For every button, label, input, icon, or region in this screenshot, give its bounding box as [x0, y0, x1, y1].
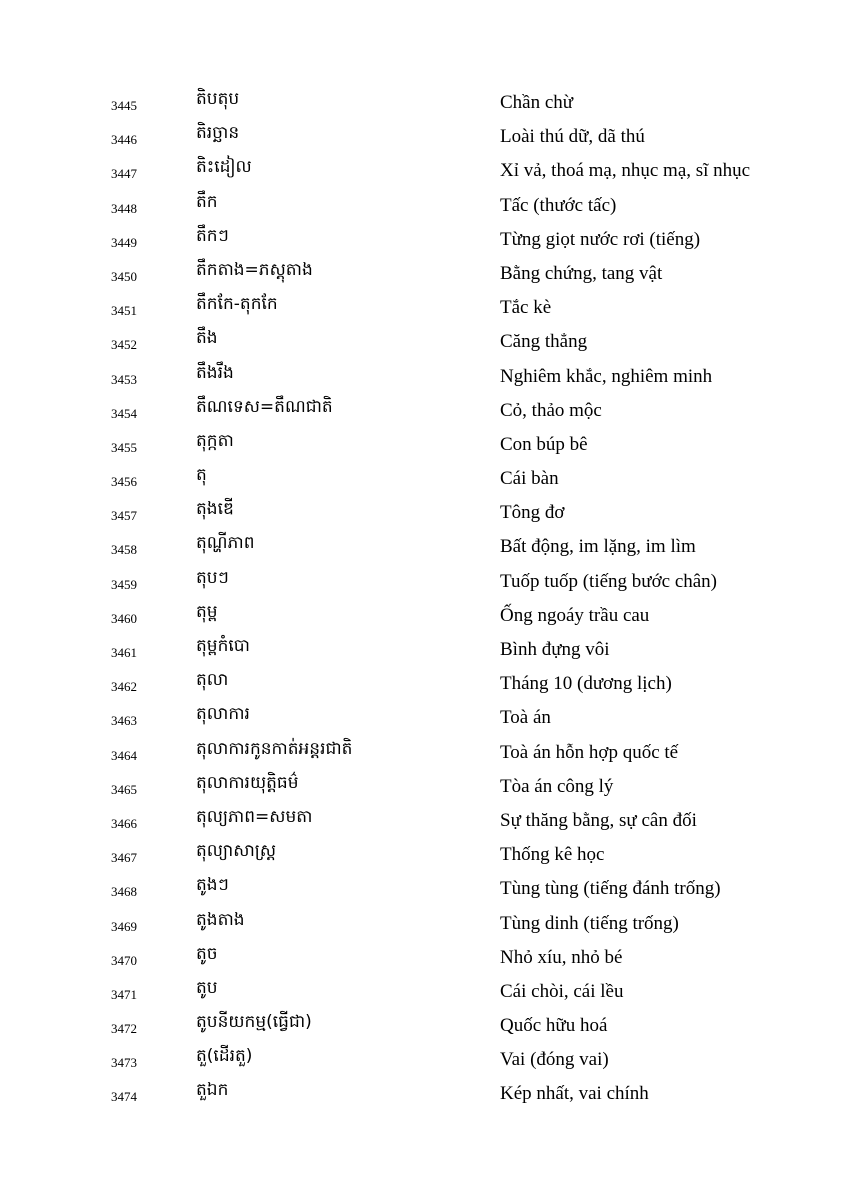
dictionary-entry [0, 771, 848, 805]
dictionary-entry [0, 805, 848, 839]
dictionary-entry [0, 1010, 848, 1044]
entry-number: 3472 [111, 1021, 137, 1037]
khmer-term: តុក្កតា [196, 430, 234, 451]
entry-number: 3470 [111, 952, 137, 968]
dictionary-entry [0, 395, 848, 429]
dictionary-entry [0, 634, 848, 668]
vietnamese-meaning: Cỏ, thảo mộc [500, 399, 602, 421]
khmer-term: តុលាការយុត្តិធម៌ [196, 772, 299, 793]
dictionary-entry [0, 258, 848, 292]
vietnamese-meaning: Tháng 10 (dương lịch) [500, 673, 672, 695]
khmer-term: តឹងរឹង [196, 362, 234, 383]
dictionary-entry [0, 361, 848, 395]
vietnamese-meaning: Toà án [500, 707, 551, 729]
vietnamese-meaning: Tông đơ [500, 502, 565, 524]
dictionary-entry [0, 87, 848, 121]
entry-number: 3474 [111, 1089, 137, 1105]
vietnamese-meaning: Sự thăng bằng, sự cân đối [500, 809, 697, 831]
dictionary-entry [0, 326, 848, 360]
vietnamese-meaning: Bình đựng vôi [500, 639, 610, 660]
khmer-term: តឹកកែ-តុកកែ [196, 294, 278, 315]
vietnamese-meaning: Tắc kè [500, 297, 552, 319]
entry-number: 3448 [111, 200, 137, 216]
dictionary-entry [0, 668, 848, 702]
vietnamese-meaning: Thống kê học [500, 844, 605, 866]
dictionary-entry [0, 1078, 848, 1112]
dictionary-entry [0, 839, 848, 873]
entry-number: 3464 [111, 747, 137, 763]
khmer-term: តុល្យាសាស្ត្រ [196, 841, 277, 862]
entry-number: 3455 [111, 439, 137, 455]
dictionary-entry [0, 908, 848, 942]
dictionary-entry [0, 531, 848, 565]
khmer-term: តឹណទេស=តឹណជាតិ [196, 396, 333, 417]
vietnamese-meaning: Vai (đóng vai) [500, 1049, 609, 1071]
entry-number: 3460 [111, 610, 137, 626]
dictionary-entry [0, 224, 848, 258]
khmer-term: តឹង [196, 328, 218, 349]
khmer-term: តឹកតាង=ភស្តុតាង [196, 259, 313, 280]
vietnamese-meaning: Tùng tùng (tiếng đánh trống) [500, 878, 721, 900]
entry-list [0, 87, 848, 1113]
entry-number: 3471 [111, 986, 137, 1002]
khmer-term: តូប [196, 977, 218, 998]
vietnamese-meaning: Bất động, im lặng, im lìm [500, 536, 696, 558]
dictionary-entry [0, 873, 848, 907]
entry-number: 3453 [111, 371, 137, 387]
entry-number: 3446 [111, 132, 137, 148]
vietnamese-meaning: Tùng dinh (tiếng trống) [500, 912, 679, 934]
entry-number: 3459 [111, 576, 137, 592]
khmer-term: តុ [196, 465, 207, 486]
entry-number: 3463 [111, 713, 137, 729]
khmer-term: តូបនីយកម្ម(ធ្វើជា) [196, 1012, 312, 1033]
dictionary-entry [0, 497, 848, 531]
vietnamese-meaning: Cái bàn [500, 468, 559, 490]
entry-number: 3452 [111, 337, 137, 353]
entry-number: 3462 [111, 679, 137, 695]
dictionary-entry [0, 737, 848, 771]
vietnamese-meaning: Xỉ vả, thoá mạ, nhục mạ, sĩ nhục [500, 160, 751, 182]
khmer-term: តិរច្ឆាន [196, 123, 240, 144]
vietnamese-meaning: Loài thú dữ, dã thú [500, 126, 645, 148]
vietnamese-meaning: Nghiêm khắc, nghiêm minh [500, 365, 713, 387]
khmer-term: តឹកៗ [196, 225, 229, 246]
vietnamese-meaning: Ống ngoáy trầu cau [500, 604, 650, 626]
khmer-term: តួ(ដើរតួ) [196, 1046, 253, 1067]
khmer-term: តុម្ព [196, 601, 218, 622]
entry-number: 3473 [111, 1055, 137, 1071]
dictionary-entry [0, 976, 848, 1010]
khmer-term: តុល្យភាព=សមតា [196, 806, 313, 827]
entry-number: 3447 [111, 166, 137, 182]
entry-number: 3457 [111, 508, 137, 524]
khmer-term: តុបៗ [196, 567, 229, 588]
dictionary-entry [0, 942, 848, 976]
dictionary-entry [0, 702, 848, 736]
entry-number: 3469 [111, 918, 137, 934]
entry-number: 3458 [111, 542, 137, 558]
entry-number: 3467 [111, 850, 137, 866]
dictionary-entry [0, 566, 848, 600]
khmer-term: តុលាការ [196, 704, 250, 725]
vietnamese-meaning: Chần chừ [500, 92, 574, 113]
entry-number: 3465 [111, 781, 137, 797]
khmer-term: តុងឌើ [196, 499, 234, 520]
entry-number: 3456 [111, 474, 137, 490]
entry-number: 3445 [111, 98, 137, 113]
entry-number: 3466 [111, 815, 137, 831]
vietnamese-meaning: Cái chòi, cái lều [500, 980, 624, 1002]
entry-number: 3449 [111, 234, 137, 250]
khmer-term: តួឯក [196, 1080, 229, 1101]
vietnamese-meaning: Căng thẳng [500, 331, 588, 353]
vietnamese-meaning: Bằng chứng, tang vật [500, 262, 663, 284]
khmer-term: តិះដៀល [196, 157, 252, 178]
entry-number: 3454 [111, 405, 137, 421]
vietnamese-meaning: Từng giọt nước rơi (tiếng) [500, 228, 701, 250]
dictionary-entry [0, 190, 848, 224]
vietnamese-meaning: Tuốp tuốp (tiếng bước chân) [500, 570, 718, 592]
vietnamese-meaning: Con búp bê [500, 433, 588, 455]
khmer-term: តឹក [196, 191, 218, 212]
khmer-term: តុម្ពកំបោ [196, 636, 250, 656]
vietnamese-meaning: Nhỏ xíu, nhỏ bé [500, 946, 623, 968]
dictionary-entry [0, 429, 848, 463]
vietnamese-meaning: Kép nhất, vai chính [500, 1083, 649, 1105]
khmer-term: តូច [196, 943, 218, 964]
entry-number: 3450 [111, 268, 137, 284]
dictionary-entry [0, 155, 848, 189]
dictionary-entry [0, 1044, 848, 1078]
khmer-term: តុណ្ហីភាព [196, 533, 255, 554]
dictionary-entry [0, 292, 848, 326]
entry-number: 3461 [111, 645, 137, 660]
khmer-term: តុលាការកូនកាត់អន្តរជាតិ [196, 738, 353, 759]
khmer-term: តូងតាង [196, 909, 245, 930]
dictionary-entry [0, 600, 848, 634]
vietnamese-meaning: Toà án hỗn hợp quốc tế [500, 741, 679, 763]
vietnamese-meaning: Tấc (thước tấc) [500, 194, 617, 216]
khmer-term: តុលា [196, 670, 229, 691]
entry-number: 3451 [111, 303, 137, 319]
khmer-term: តិបតុប [196, 89, 240, 109]
khmer-term: តូងៗ [196, 875, 229, 896]
dictionary-entry [0, 121, 848, 155]
entry-number: 3468 [111, 884, 137, 900]
vietnamese-meaning: Quốc hữu hoá [500, 1015, 608, 1037]
vietnamese-meaning: Tòa án công lý [500, 775, 614, 797]
dictionary-entry [0, 463, 848, 497]
